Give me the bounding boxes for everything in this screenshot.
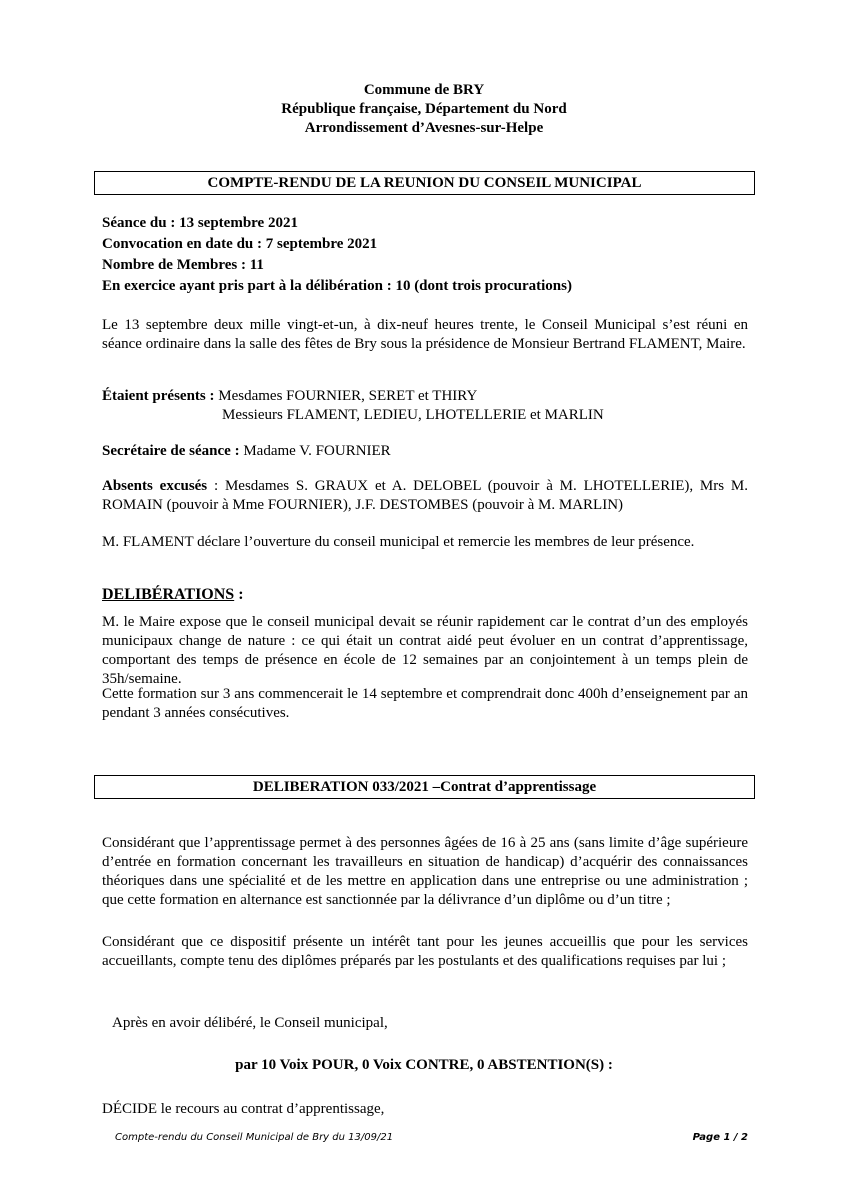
presents-line-1 [102,387,477,406]
page-number: Page 1 / 2 [692,1132,748,1143]
secretaire-line [102,442,391,461]
deliberations-title: DELIBÉRATIONS [102,586,235,603]
commune-header [0,81,848,138]
convocation-date: Convocation en date du : 7 septembre 2021 [102,236,378,252]
page-footer [115,1132,748,1143]
presents-messieurs: Messieurs FLAMENT, LEDIEU, LHOTELLERIE et MARLIN [222,407,604,423]
apres-deliberation: Après en avoir délibéré, le Conseil municipal, [112,1015,388,1031]
deliberation-title: DELIBERATION 033/2021 –Contrat d’apprentissage [252,779,597,795]
absents-label: Absents excusés [102,478,208,494]
presents-label: Étaient présents : [102,388,215,404]
secretaire-value: Madame V. FOURNIER [239,443,391,459]
vote-result: par 10 Voix POUR, 0 Voix CONTRE, 0 ABSTENTION(S) : [235,1057,613,1073]
ouverture-line: M. FLAMENT déclare l’ouverture du conseil municipal et remercie les membres de leur présence. [102,534,695,550]
deliberations-heading [102,585,244,605]
header-commune: Commune de BRY [363,82,485,98]
report-title: COMPTE-RENDU DE LA REUNION DU CONSEIL MUNICIPAL [207,175,642,191]
deliberations-paragraph-2: Cette formation sur 3 ans commencerait le 14 septembre et comprendrait donc 400h d’enseignement par an pendant 3 années consécutives. [102,686,748,721]
considerant-1: Considérant que l’apprentissage permet à des personnes âgées de 16 à 25 ans (sans limite d’âge supérieure d’entrée en formation concernant les travailleurs en situation de handicap) d’acquérir des connaissances théoriques dans une spécialité et de les mettre en application dans une entreprise ou une administration ; que cette formation en alternance est sanctionnée par la délivrance d’un diplôme ou d’un titre ; [102,835,748,908]
absents-value: : Mesdames S. GRAUX et A. DELOBEL (pouvoir à M. LHOTELLERIE), Mrs M. ROMAIN (pouvoir à Mme FOURNIER), J.F. DESTOMBES (pouvoir à M. MARLIN) [102,478,748,513]
deliberations-paragraph-1: M. le Maire expose que le conseil municipal devait se réunir rapidement car le contrat d’un des employés municipaux change de nature : ce qui était un contrat aidé peut évoluer en un contrat d’apprentissage, comportant des temps de présence en école de 12 semaines par an conjointement à un temps plein de 35h/semaine. [102,614,748,687]
header-republique: République française, Département du Nord [281,101,567,117]
seance-date: Séance du : 13 septembre 2021 [102,215,298,231]
decision-line: DÉCIDE le recours au contrat d’apprentissage, [102,1101,385,1117]
considerant-2: Considérant que ce dispositif présente un intérêt tant pour les jeunes accueillis que pour les services accueillants, compte tenu des diplômes préparés par les postulants et des qualifications requises par lui ; [102,934,748,969]
header-arrondissement: Arrondissement d’Avesnes-sur-Helpe [304,120,544,136]
report-title-box [94,171,755,195]
presents-mesdames: Mesdames FOURNIER, SERET et THIRY [214,388,478,404]
deliberations-colon: : [234,586,244,603]
secretaire-label: Secrétaire de séance : [102,443,240,459]
footer-title: Compte-rendu du Conseil Municipal de Bry du 13/09/21 [115,1132,394,1143]
membres-count: Nombre de Membres : 11 [102,257,264,273]
deliberation-title-box [94,775,755,799]
absents-paragraph [102,477,748,515]
presents-line-2 [222,406,604,425]
intro-paragraph: Le 13 septembre deux mille vingt-et-un, à dix-neuf heures trente, le Conseil Municipal s’est réuni en séance ordinaire dans la salle des fêtes de Bry sous la présidence de Monsieur Bertrand FLAMENT, Maire. [102,317,748,352]
exercice-count: En exercice ayant pris part à la délibération : 10 (dont trois procurations) [102,278,572,294]
session-meta [102,213,572,297]
